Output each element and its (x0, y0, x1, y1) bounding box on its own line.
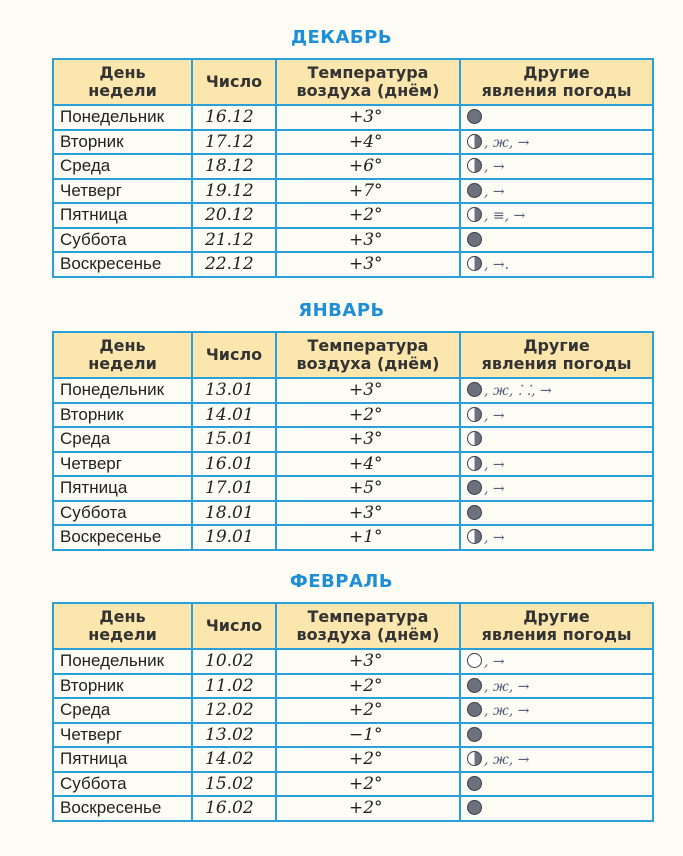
cloudy-icon (467, 183, 482, 198)
header-temp: Температура воздуха (днём) (276, 603, 460, 649)
cloudy-icon (467, 678, 482, 693)
day-cell: Воскресенье (53, 252, 192, 277)
weather-symbols: , → (484, 183, 505, 200)
cloudy-icon (467, 382, 482, 397)
table-header-row (53, 332, 653, 378)
partly-cloudy-icon (467, 407, 482, 422)
date-cell: 21.12 (192, 228, 276, 253)
temperature-cell: +2° (276, 796, 460, 821)
weather-table-december (52, 58, 654, 278)
temperature-cell: +4° (276, 130, 460, 155)
date-cell: 16.02 (192, 796, 276, 821)
table-row (53, 476, 653, 501)
date-cell: 17.01 (192, 476, 276, 501)
table-row (53, 649, 653, 674)
temperature-cell: +5° (276, 476, 460, 501)
phenomena-cell (460, 228, 653, 253)
month-title-january: ЯНВАРЬ (298, 300, 385, 321)
table-row (53, 252, 653, 277)
date-cell: 18.12 (192, 154, 276, 179)
header-day: День недели (53, 603, 192, 649)
weather-symbols: , → (484, 456, 505, 473)
date-cell: 16.12 (192, 105, 276, 130)
phenomena-cell (460, 649, 653, 674)
temperature-cell: +3° (276, 378, 460, 403)
temperature-cell: +3° (276, 105, 460, 130)
day-cell: Четверг (53, 452, 192, 477)
partly-cloudy-icon (467, 207, 482, 222)
phenomena-cell (460, 501, 653, 526)
date-cell: 15.02 (192, 772, 276, 797)
partly-cloudy-icon (467, 158, 482, 173)
phenomena-cell (460, 203, 653, 228)
day-cell: Вторник (53, 403, 192, 428)
weather-symbols: , ж, → (484, 752, 530, 769)
phenomena-cell (460, 378, 653, 403)
temperature-cell: +2° (276, 203, 460, 228)
weather-symbols: , ≡, → (484, 208, 526, 225)
day-cell: Воскресенье (53, 796, 192, 821)
date-cell: 16.01 (192, 452, 276, 477)
day-cell: Среда (53, 698, 192, 723)
table-row (53, 723, 653, 748)
phenomena-cell (460, 723, 653, 748)
table-row (53, 772, 653, 797)
phenomena-cell (460, 698, 653, 723)
month-title-december: ДЕКАБРЬ (290, 27, 393, 48)
weather-symbols: , ж, → (484, 678, 530, 695)
table-row (53, 501, 653, 526)
table-row (53, 179, 653, 204)
weather-symbols: , →. (484, 257, 510, 274)
day-cell: Суббота (53, 228, 192, 253)
phenomena-cell (460, 525, 653, 550)
cloudy-icon (467, 702, 482, 717)
phenomena-cell (460, 427, 653, 452)
date-cell: 22.12 (192, 252, 276, 277)
date-cell: 14.01 (192, 403, 276, 428)
cloudy-icon (467, 480, 482, 495)
phenomena-cell (460, 772, 653, 797)
temperature-cell: +3° (276, 649, 460, 674)
weather-table-february (52, 602, 654, 822)
weather-symbols: , → (484, 407, 505, 424)
table-header-row (53, 59, 653, 105)
temperature-cell: +2° (276, 698, 460, 723)
partly-cloudy-icon (467, 751, 482, 766)
cloudy-icon (467, 232, 482, 247)
partly-cloudy-icon (467, 134, 482, 149)
table-row (53, 674, 653, 699)
table-row (53, 228, 653, 253)
cloudy-icon (467, 800, 482, 815)
header-date: Число (192, 332, 276, 378)
table-row (53, 747, 653, 772)
phenomena-cell (460, 179, 653, 204)
temperature-cell: +3° (276, 501, 460, 526)
date-cell: 12.02 (192, 698, 276, 723)
weather-symbols: , → (484, 159, 505, 176)
day-cell: Пятница (53, 203, 192, 228)
weather-symbols: , ж, → (484, 703, 530, 720)
table-row (53, 796, 653, 821)
temperature-cell: +7° (276, 179, 460, 204)
table-row (53, 403, 653, 428)
temperature-cell: +2° (276, 747, 460, 772)
date-cell: 19.12 (192, 179, 276, 204)
weather-symbols: , → (484, 481, 505, 498)
clear-sky-icon (467, 653, 482, 668)
weather-symbols: , → (484, 654, 505, 671)
table-row (53, 698, 653, 723)
day-cell: Вторник (53, 674, 192, 699)
day-cell: Понедельник (53, 105, 192, 130)
table-row (53, 378, 653, 403)
partly-cloudy-icon (467, 256, 482, 271)
date-cell: 11.02 (192, 674, 276, 699)
temperature-cell: +6° (276, 154, 460, 179)
header-date: Число (192, 59, 276, 105)
header-temp: Температура воздуха (днём) (276, 59, 460, 105)
table-row (53, 154, 653, 179)
day-cell: Четверг (53, 179, 192, 204)
phenomena-cell (460, 154, 653, 179)
temperature-cell: +1° (276, 525, 460, 550)
day-cell: Понедельник (53, 378, 192, 403)
table-row (53, 452, 653, 477)
cloudy-icon (467, 727, 482, 742)
phenomena-cell (460, 105, 653, 130)
day-cell: Среда (53, 154, 192, 179)
header-temp: Температура воздуха (днём) (276, 332, 460, 378)
table-header-row (53, 603, 653, 649)
day-cell: Суббота (53, 501, 192, 526)
phenomena-cell (460, 403, 653, 428)
weather-table-january (52, 331, 654, 551)
phenomena-cell (460, 130, 653, 155)
cloudy-icon (467, 109, 482, 124)
partly-cloudy-icon (467, 456, 482, 471)
temperature-cell: +2° (276, 674, 460, 699)
weather-symbols: , ж, ⁚ ⁚, → (484, 383, 552, 400)
phenomena-cell (460, 674, 653, 699)
day-cell: Четверг (53, 723, 192, 748)
table-row (53, 130, 653, 155)
header-phenomena: Другие явления погоды (460, 332, 653, 378)
cloudy-icon (467, 505, 482, 520)
phenomena-cell (460, 252, 653, 277)
temperature-cell: +2° (276, 772, 460, 797)
day-cell: Воскресенье (53, 525, 192, 550)
date-cell: 13.02 (192, 723, 276, 748)
temperature-cell: +3° (276, 228, 460, 253)
date-cell: 15.01 (192, 427, 276, 452)
day-cell: Пятница (53, 476, 192, 501)
day-cell: Пятница (53, 747, 192, 772)
date-cell: 14.02 (192, 747, 276, 772)
temperature-cell: +4° (276, 452, 460, 477)
table-row (53, 105, 653, 130)
phenomena-cell (460, 476, 653, 501)
day-cell: Понедельник (53, 649, 192, 674)
phenomena-cell (460, 747, 653, 772)
header-phenomena: Другие явления погоды (460, 603, 653, 649)
temperature-cell: +3° (276, 427, 460, 452)
weather-symbols: , ж, → (484, 134, 530, 151)
table-row (53, 427, 653, 452)
header-date: Число (192, 603, 276, 649)
phenomena-cell (460, 796, 653, 821)
temperature-cell: +2° (276, 403, 460, 428)
date-cell: 18.01 (192, 501, 276, 526)
phenomena-cell (460, 452, 653, 477)
partly-cloudy-icon (467, 431, 482, 446)
cloudy-icon (467, 776, 482, 791)
header-day: День недели (53, 59, 192, 105)
day-cell: Вторник (53, 130, 192, 155)
date-cell: 17.12 (192, 130, 276, 155)
day-cell: Суббота (53, 772, 192, 797)
date-cell: 13.01 (192, 378, 276, 403)
partly-cloudy-icon (467, 529, 482, 544)
table-row (53, 525, 653, 550)
header-phenomena: Другие явления погоды (460, 59, 653, 105)
temperature-cell: −1° (276, 723, 460, 748)
temperature-cell: +3° (276, 252, 460, 277)
date-cell: 19.01 (192, 525, 276, 550)
weather-symbols: , → (484, 530, 505, 547)
date-cell: 20.12 (192, 203, 276, 228)
month-title-february: ФЕВРАЛЬ (289, 571, 394, 592)
date-cell: 10.02 (192, 649, 276, 674)
day-cell: Среда (53, 427, 192, 452)
table-row (53, 203, 653, 228)
header-day: День недели (53, 332, 192, 378)
